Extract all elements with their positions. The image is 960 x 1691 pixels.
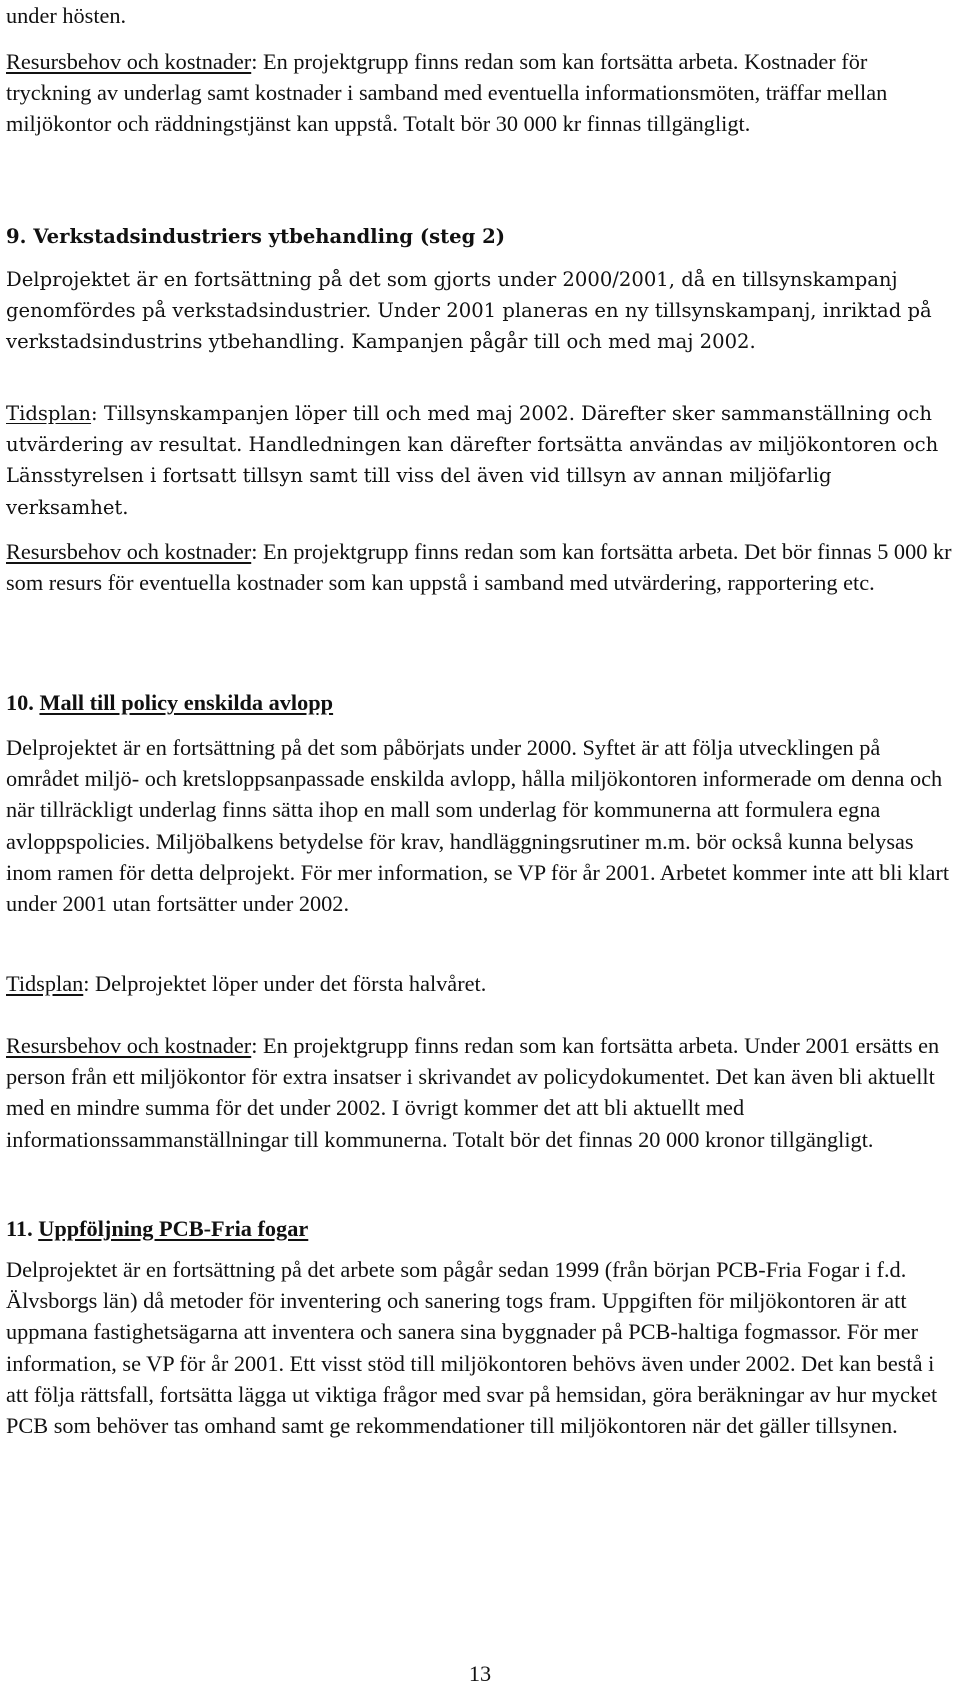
section-9-number: 9. — [6, 225, 34, 248]
resource-label: Resursbehov och kostnader — [6, 539, 252, 564]
resource-continued-text: Kostnader för tryckning av underlag samt kostnader i samband med eventuella informationsmöten, träffar mellan miljökontor och räddningstjänst kan uppstå. Totalt bör 30 000 kr finnas tillgängligt. — [6, 49, 888, 137]
resource-paragraph-1 — [6, 46, 956, 140]
section-10-title: Mall till policy enskilda avlopp — [39, 690, 334, 715]
tidsplan-label: Tidsplan — [6, 402, 92, 425]
section-11-heading — [6, 1214, 308, 1244]
tidsplan-text: : Delprojektet löper under det första halvåret. — [83, 971, 487, 996]
resource-label: Resursbehov och kostnader — [6, 1033, 252, 1058]
top-fragment: under hösten. — [6, 3, 127, 28]
tidsplan-label: Tidsplan — [6, 971, 84, 996]
resource-text: : En projektgrupp finns redan som kan fortsätta arbeta. Det bör finnas 5 000 kr som resurs för eventuella kostnader som kan uppstå i samband med utvärdering, rapportering etc. — [6, 539, 952, 596]
section-9-title: Verkstadsindustriers ytbehandling (steg 2) — [33, 225, 506, 248]
section-10-tidsplan — [6, 968, 956, 999]
tidsplan-text: : Tillsynskampanjen löper till och med maj 2002. Därefter sker sammanställning och utvärdering av resultat. Handledningen kan därefter fortsätta användas av miljökontoren och Länsstyrelsen i fortsatt tillsyn samt till viss del även vid tillsyn av annan miljöfarlig verksamhet. — [6, 402, 939, 519]
section-9-resource — [6, 536, 956, 598]
section-11-title: Uppföljning PCB-Fria fogar — [38, 1216, 309, 1241]
page-number: 13 — [468, 1661, 492, 1686]
section-9-body: Delprojektet är en fortsättning på det som gjorts under 2000/2001, då en tillsynskampanj genomfördes på verkstadsindustrier. Under 2001 planeras en ny tillsynskampanj, inriktad på verkstadsindustrins ytbehandling. Kampanjen pågår till och med maj 2002. — [6, 268, 932, 354]
section-10-heading — [6, 688, 333, 718]
section-10-body: Delprojektet är en fortsättning på det som påbörjats under 2000. Syftet är att följa utvecklingen på området miljö- och kretsloppsanpassade enskilda avlopp, hålla miljökontoren informerade om denna och när tillräckligt underlag finns sätta ihop en mall som underlag för kommunerna att formulera egna avloppspolicies. Miljöbalkens betydelse för krav, handläggningsrutiner m.m. bör också kunna belysas inom ramen för detta delprojekt. För mer information, se VP för år 2001. Arbetet kommer inte att bli klart under 2001 utan fortsätter under 2002. — [6, 735, 950, 917]
section-11-body: Delprojektet är en fortsättning på det arbete som pågår sedan 1999 (från början PCB-Fria Fogar i f.d. Älvsborgs län) då metoder för inventering och sanering togs fram. Uppgiften för miljökontoren är att uppmana fastighetsägarna att inventera och sanera sina byggnader på PCB-haltiga fogmassor. För mer information, se VP för år 2001. Ett visst stöd till miljökontoren behövs även under 2002. Det kan bestå i att följa rättsfall, fortsätta lägga ut viktiga frågor med svar på hemsidan, göra beräkningar av hur mycket PCB som behöver tas omhand samt ge rekommendationer till miljökontoren när det gäller tillsynen. — [6, 1257, 938, 1439]
section-10-resource — [6, 1030, 956, 1155]
section-9-heading — [6, 222, 505, 252]
section-9-tidsplan — [6, 398, 956, 523]
section-11-number: 11. — [6, 1216, 39, 1241]
resource-label: Resursbehov och kostnader — [6, 49, 252, 74]
resource-text: : En projektgrupp finns redan som kan fortsätta arbeta. Under 2001 ersätts en person från ett miljökontor för extra insatser i skrivandet av policydokumentet. Det kan även bli aktuellt med en mindre summa för det under 2002. I övrigt kommer det att bli aktuellt med informationssammanställningar till kommunerna. Totalt bör det finnas 20 000 kronor tillgängligt. — [6, 1033, 940, 1152]
resource-text: : En projektgrupp finns redan som kan fortsätta arbeta. — [251, 49, 739, 74]
section-10-number: 10. — [6, 690, 40, 715]
